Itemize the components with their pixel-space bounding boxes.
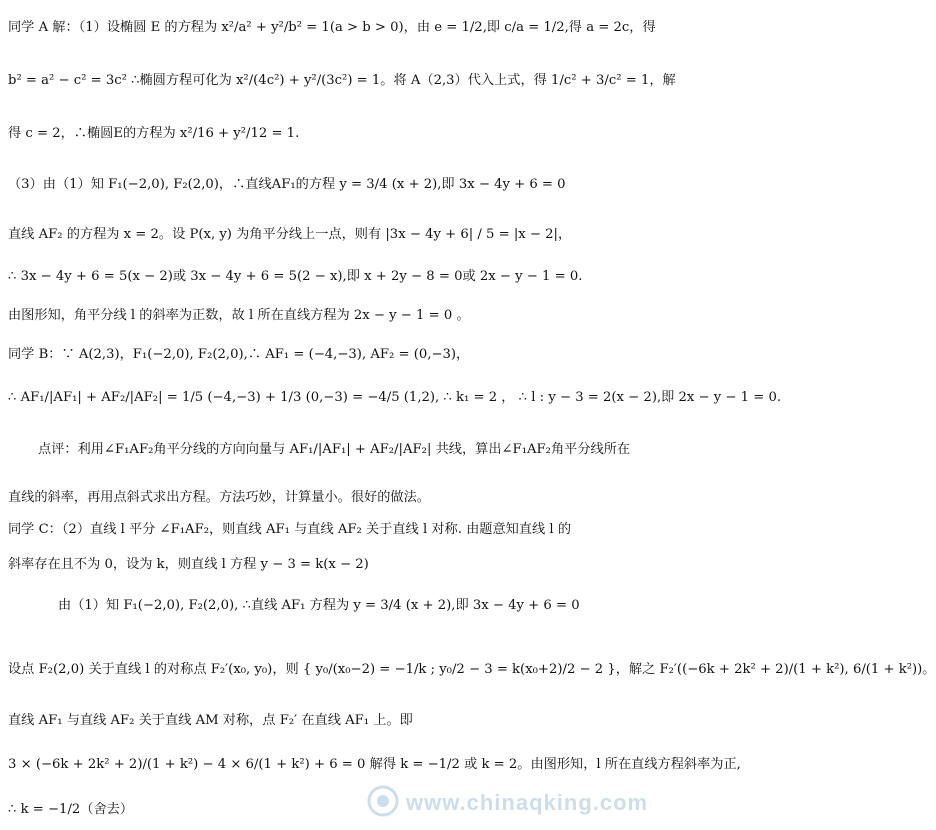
text-line: 斜率存在且不为 0，设为 k，则直线 l 方程 y − 3 = k(x − 2) — [8, 557, 369, 572]
text-line: 由（1）知 F₁(−2,0), F₂(2,0), ∴直线 AF₁ 方程为 y = 3/4 (x + 2),即 3x − 4y + 6 = 0 — [58, 598, 580, 613]
watermark-logo-icon — [366, 784, 400, 818]
watermark-text: www.chinaqking.com — [406, 790, 649, 815]
text-line: 3 × (−6k + 2k² + 2)/(1 + k²) − 4 × 6/(1 + k²) + 6 = 0 解得 k = −1/2 或 k = 2。由图形知，l 所在直线方程斜率为正, — [8, 757, 741, 772]
text-line: ∴ k = −1/2（舍去） — [8, 802, 134, 817]
text-line: 同学 C：（2）直线 l 平分 ∠F₁AF₂，则直线 AF₁ 与直线 AF₂ 关于直线 l 对称. 由题意知直线 l 的 — [8, 522, 572, 537]
text-line: 设点 F₂(2,0) 关于直线 l 的对称点 F₂′(x₀, y₀)，则 { y₀/(x₀−2) = −1/k ; y₀/2 − 3 = k(x₀+2)/2 − 2 }，解之 F₂′((−6k + 2k² + 2)/(1 + k²), 6/(1 + k²))。 — [8, 662, 936, 677]
text-line: （3）由（1）知 F₁(−2,0), F₂(2,0)，∴直线AF₁的方程 y = 3/4 (x + 2),即 3x − 4y + 6 = 0 — [8, 177, 566, 192]
text-line: 同学 B：∵ A(2,3)，F₁(−2,0), F₂(2,0),∴ AF₁ = (−4,−3), AF₂ = (0,−3)， — [8, 347, 470, 362]
text-line: 点评：利用∠F₁AF₂角平分线的方向向量与 AF₁/|AF₁| + AF₂/|AF₂| 共线，算出∠F₁AF₂角平分线所在 — [38, 442, 631, 457]
text-line: 同学 A 解：（1）设椭圆 E 的方程为 x²/a² + y²/b² = 1(a > b > 0)，由 e = 1/2,即 c/a = 1/2,得 a = 2c，得 — [8, 20, 656, 35]
text-line: ∴ AF₁/|AF₁| + AF₂/|AF₂| = 1/5 (−4,−3) + 1/3 (0,−3) = −4/5 (1,2), ∴ k₁ = 2 ， ∴ l : y − 3 = 2(x − 2),即 2x − y − 1 = 0. — [8, 390, 782, 405]
text-line: ∴ 3x − 4y + 6 = 5(x − 2)或 3x − 4y + 6 = 5(2 − x),即 x + 2y − 8 = 0或 2x − y − 1 = 0. — [8, 269, 583, 284]
text-line: 由图形知，角平分线 l 的斜率为正数，故 l 所在直线方程为 2x − y − 1 = 0 。 — [8, 308, 470, 323]
text-line: 直线 AF₂ 的方程为 x = 2。设 P(x, y) 为角平分线上一点，则有 |3x − 4y + 6| / 5 = |x − 2|， — [8, 227, 572, 242]
text-line: 直线 AF₁ 与直线 AF₂ 关于直线 AM 对称，点 F₂′ 在直线 AF₁ 上。即 — [8, 713, 413, 728]
text-line: 直线的斜率，再用点斜式求出方程。方法巧妙，计算量小。很好的做法。 — [8, 490, 430, 505]
watermark — [366, 782, 649, 822]
text-line: 得 c = 2，∴椭圆E的方程为 x²/16 + y²/12 = 1. — [8, 126, 300, 141]
text-line: b² = a² − c² = 3c² ∴椭圆方程可化为 x²/(4c²) + y²/(3c²) = 1。将 A（2,3）代入上式，得 1/c² + 3/c² = 1，解 — [8, 73, 676, 88]
